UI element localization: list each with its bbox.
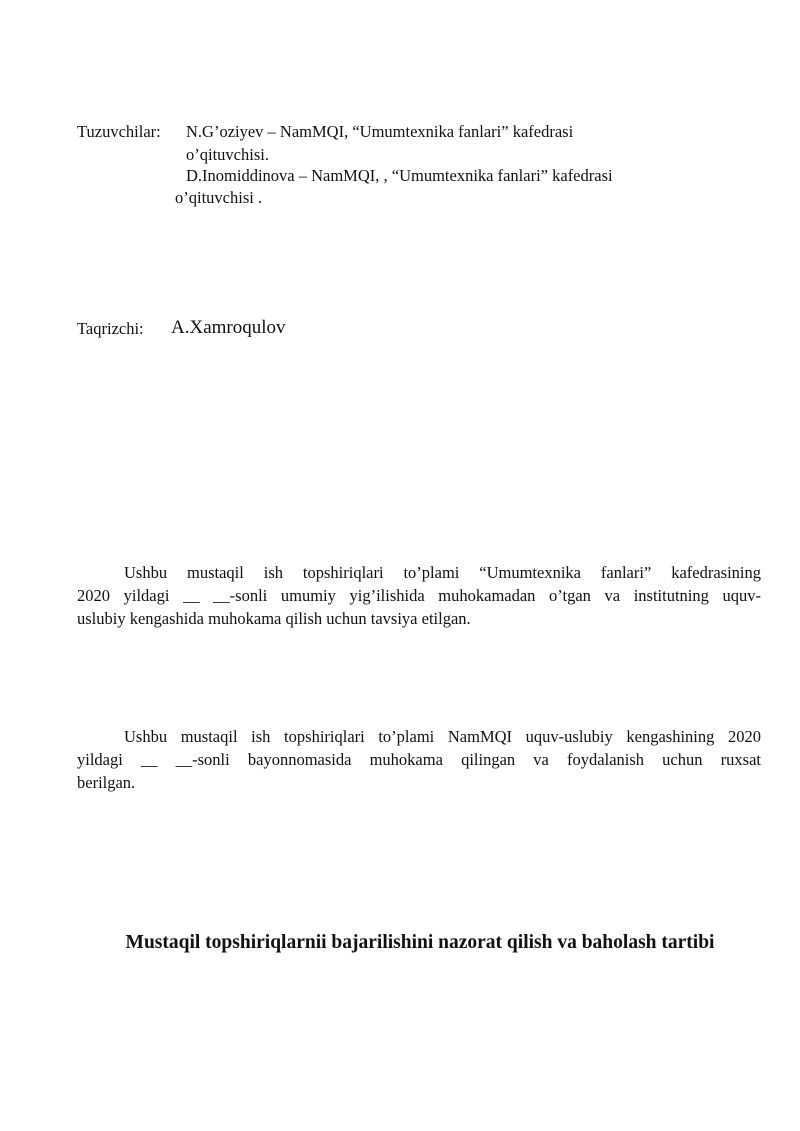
reviewer-name: A.Xamroqulov <box>171 317 286 338</box>
section-heading: Mustaqil topshiriqlarnii bajarilishini nazorat qilish va baholash tartibi <box>125 932 715 953</box>
author-line-2: o’qituvchisi. <box>186 145 269 164</box>
paragraph-1-line-2: 2020 yildagi __ __-sonli umumiy yig’ilishida muhokamadan o’tgan va institutning uquv- <box>77 586 761 605</box>
reviewer-label: Taqrizchi: <box>77 319 144 338</box>
approval-paragraph-1 <box>77 561 761 630</box>
paragraph-1-line-1: Ushbu mustaqil ish topshiriqlari to’plami “Umumtexnika fanlari” kafedrasining <box>124 563 761 582</box>
approval-paragraph-2 <box>77 725 761 794</box>
author-line-1: N.G’oziyev – NamMQI, “Umumtexnika fanlari” kafedrasi <box>186 122 574 141</box>
author-line-4: o’qituvchisi . <box>175 188 263 207</box>
authors-label: Tuzuvchilar: <box>77 122 161 141</box>
paragraph-2-line-1: Ushbu mustaqil ish topshiriqlari to’plami NamMQI uquv-uslubiy kengashining 2020 <box>124 727 761 746</box>
paragraph-2-line-2: yildagi __ __-sonli bayonnomasida muhokama qilingan va foydalanish uchun ruxsat <box>77 750 761 769</box>
paragraph-2-line-3: berilgan. <box>77 773 136 792</box>
author-line-3: D.Inomiddinova – NamMQI, , “Umumtexnika fanlari” kafedrasi <box>186 166 613 185</box>
paragraph-1-line-3: uslubiy kengashida muhokama qilish uchun tavsiya etilgan. <box>77 609 471 628</box>
